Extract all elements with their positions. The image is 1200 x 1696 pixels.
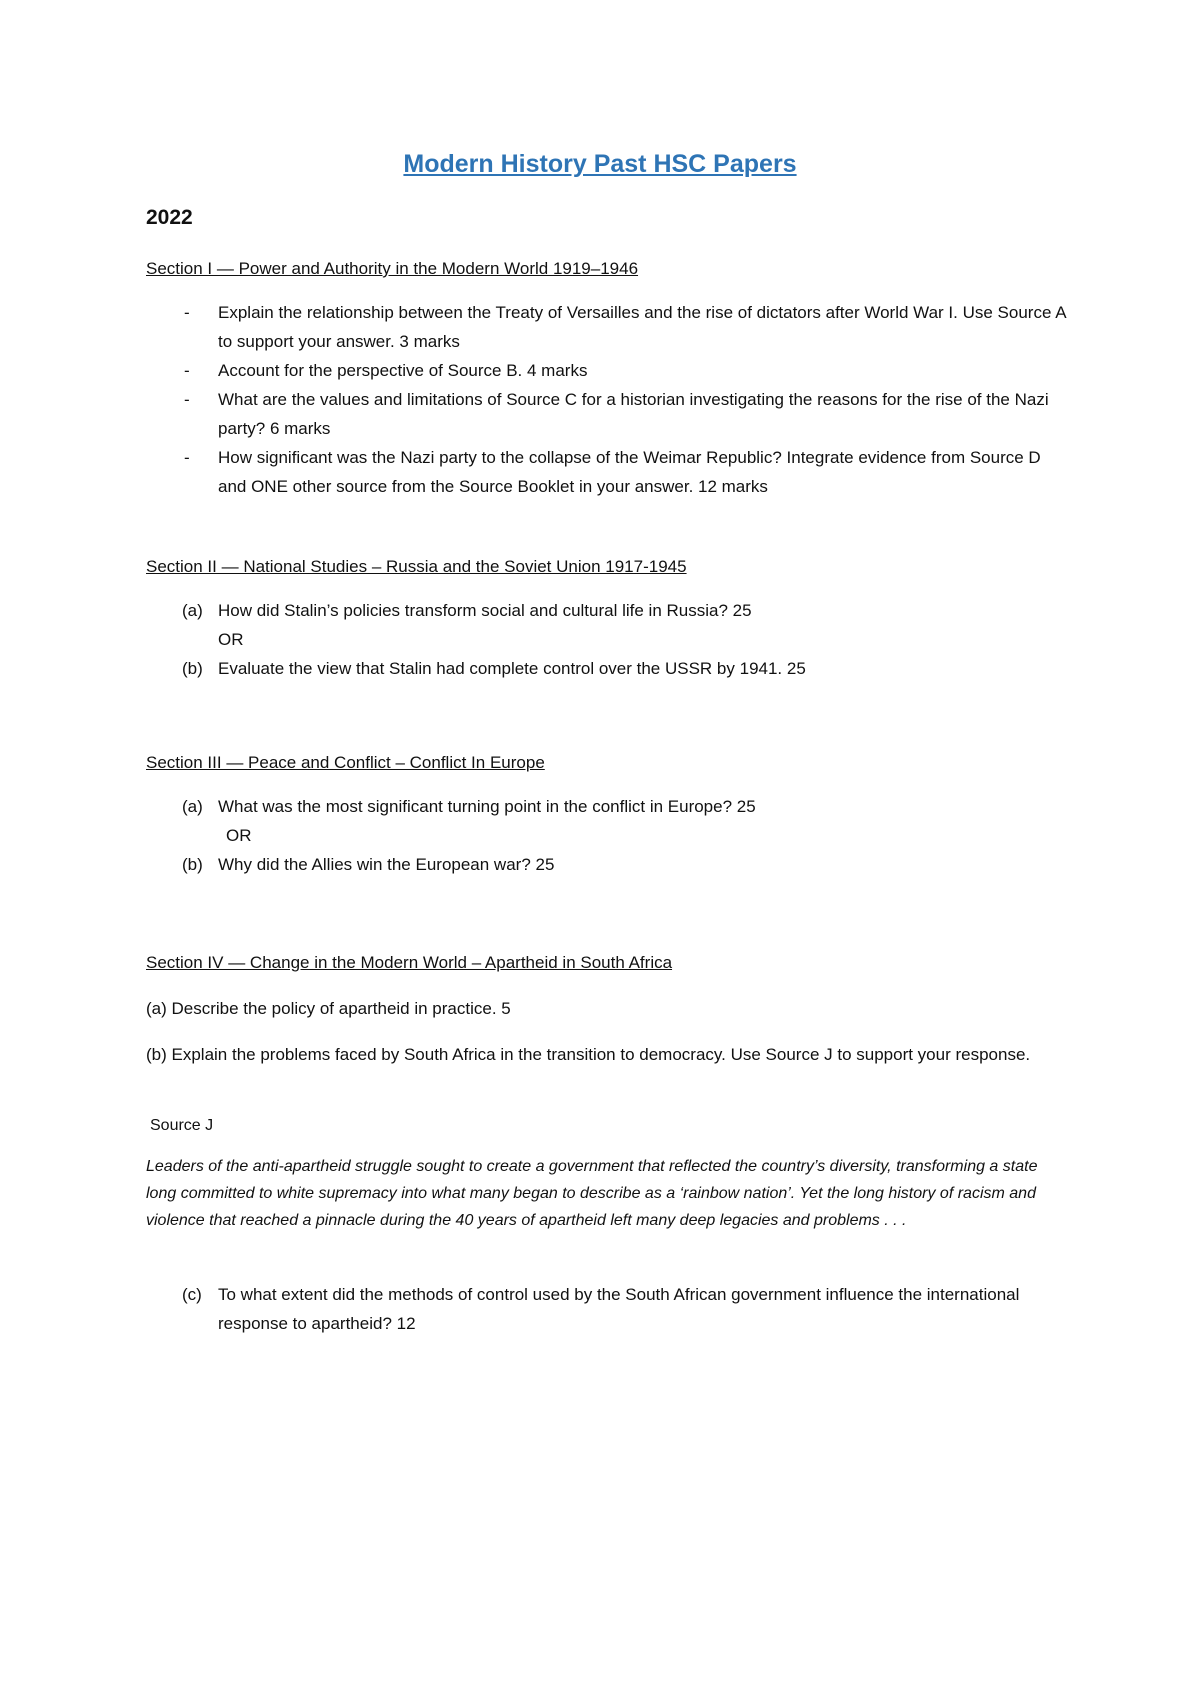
question-text: Why did the Allies win the European war? 25 — [218, 855, 555, 874]
item-marker: (c) — [182, 1285, 202, 1304]
document-title: Modern History Past HSC Papers — [403, 150, 797, 178]
list-item — [146, 792, 1066, 850]
list-item — [146, 385, 1066, 443]
dash-bullet: - — [184, 303, 190, 322]
question-text: Evaluate the view that Stalin had complete control over the USSR by 1941. 25 — [218, 659, 806, 678]
or-separator: OR — [218, 630, 244, 649]
section-2-heading: Section II — National Studies – Russia and the Soviet Union 1917-1945 — [146, 557, 687, 576]
question-text: How did Stalin’s policies transform social and cultural life in Russia? 25 — [218, 601, 752, 620]
exam-year: 2022 — [146, 206, 193, 229]
section-4-part-b: (b) Explain the problems faced by South Africa in the transition to democracy. Use Source J to support your response. — [146, 1045, 1031, 1064]
section-4-question-list — [146, 1280, 1066, 1338]
list-item — [146, 356, 1066, 385]
dash-bullet: - — [184, 361, 190, 380]
dash-bullet: - — [184, 390, 190, 409]
section-3-question-list — [146, 792, 1066, 879]
section-4-heading: Section IV — Change in the Modern World – Apartheid in South Africa — [146, 953, 673, 972]
item-marker: (a) — [182, 797, 203, 816]
list-item — [146, 1280, 1066, 1338]
section-2-question-list — [146, 596, 1066, 683]
question-text: How significant was the Nazi party to the collapse of the Weimar Republic? Integrate evidence from Source D and ONE other source from the Source Booklet in your answer. 12 marks — [218, 448, 1041, 496]
question-text: To what extent did the methods of control used by the South African government influence the international response to apartheid? 12 — [218, 1285, 1020, 1333]
question-text: What are the values and limitations of Source C for a historian investigating the reasons for the rise of the Nazi party? 6 marks — [218, 390, 1049, 438]
list-item — [146, 654, 1066, 683]
source-quote: Leaders of the anti-apartheid struggle sought to create a government that reflected the country’s diversity, transforming a state long committed to white supremacy into what many began to describe as a ‘rainbow nation’. Yet the long history of racism and violence that reached a pinnacle during the 40 years of apartheid left many deep legacies and problems . . . — [146, 1158, 1038, 1229]
question-text: Account for the perspective of Source B. 4 marks — [218, 361, 588, 380]
section-3-heading: Section III — Peace and Conflict – Conflict In Europe — [146, 753, 545, 772]
list-item — [146, 298, 1066, 356]
list-item — [146, 596, 1066, 654]
item-marker: (b) — [182, 659, 203, 678]
section-1-question-list — [146, 298, 1066, 501]
dash-bullet: - — [184, 448, 190, 467]
item-marker: (a) — [182, 601, 203, 620]
source-label: Source J — [150, 1117, 214, 1134]
question-text: What was the most significant turning point in the conflict in Europe? 25 — [218, 797, 756, 816]
item-marker: (b) — [182, 855, 203, 874]
section-1-heading: Section I — Power and Authority in the Modern World 1919–1946 — [146, 259, 639, 278]
list-item — [146, 850, 1066, 879]
list-item — [146, 443, 1066, 501]
or-separator: OR — [226, 826, 252, 845]
question-text: Explain the relationship between the Treaty of Versailles and the rise of dictators after World War I. Use Source A to support your answer. 3 marks — [218, 303, 1066, 351]
section-4-part-a: (a) Describe the policy of apartheid in practice. 5 — [146, 999, 511, 1018]
